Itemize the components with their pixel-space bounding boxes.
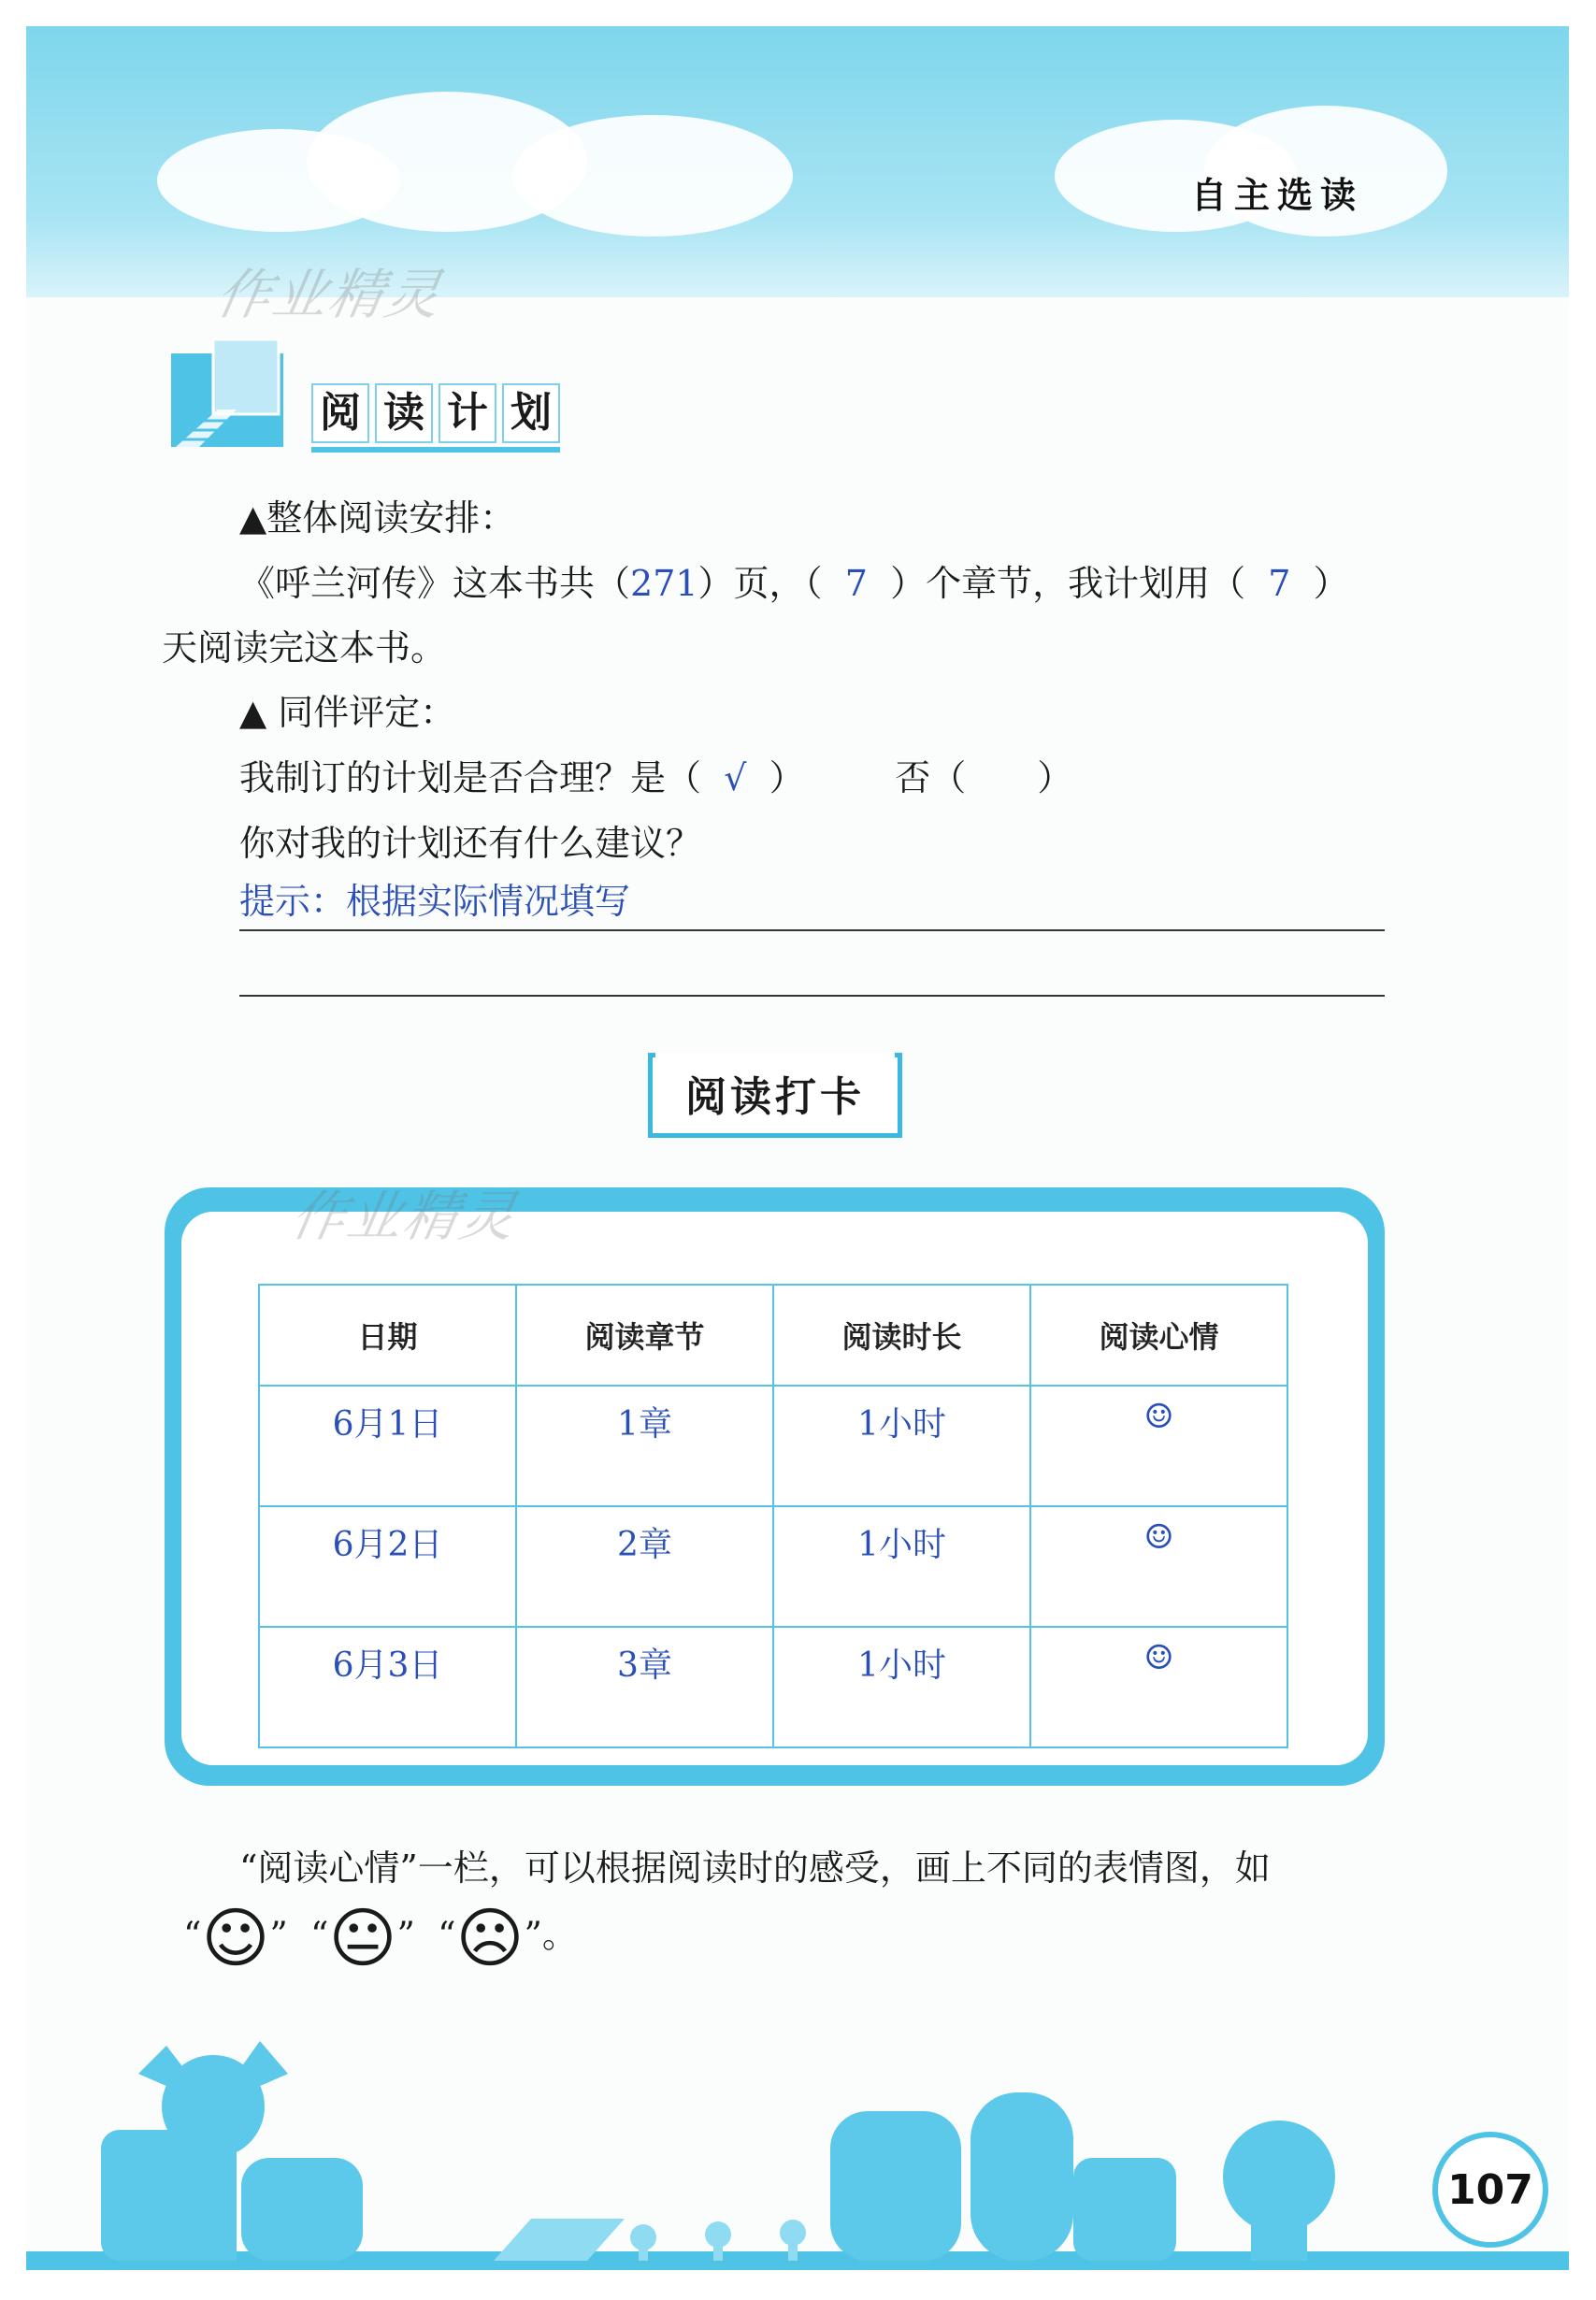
smile-face-icon: ☺: [201, 1900, 270, 1977]
checkin-label: 阅读打卡: [648, 1053, 902, 1138]
header-mood: 阅读心情: [1030, 1285, 1287, 1386]
cell-duration: 1小时: [773, 1506, 1030, 1627]
quote-open: “: [310, 1914, 329, 1956]
question-text: ）: [769, 757, 805, 798]
quote-close: ”: [396, 1914, 415, 1956]
reasonable-question: [239, 757, 1072, 800]
note-line-1: “阅读心情”一栏，可以根据阅读时的感受，画上不同的表情图，如: [239, 1847, 1271, 1889]
quote-open: “: [183, 1914, 202, 1956]
cell-chapter: 1章: [516, 1386, 773, 1506]
plan-text: 《呼兰河传》这本书共（: [239, 563, 631, 604]
overall-heading: ▲整体阅读安排：: [239, 497, 516, 539]
watermark: 作业精灵: [211, 263, 448, 326]
plan-text: ）: [1313, 563, 1349, 604]
note-line-2: [183, 1900, 578, 1977]
quote-close: ”: [269, 1914, 288, 1956]
cell-date: 6月1日: [259, 1386, 516, 1506]
suggest-answer: 提示：根据实际情况填写: [239, 881, 631, 922]
title-char: 读: [375, 383, 433, 443]
pages-answer: 271: [630, 563, 698, 604]
answer-line: [239, 929, 1385, 931]
table-row: [259, 1627, 1287, 1747]
watermark: 作业精灵: [286, 1185, 523, 1248]
title-char: 计: [439, 383, 496, 443]
table-header-row: [259, 1285, 1287, 1386]
cell-date: 6月3日: [259, 1627, 516, 1747]
cell-duration: 1小时: [773, 1627, 1030, 1747]
suggest-question: 你对我的计划还有什么建议？: [239, 823, 702, 864]
cell-date: 6月2日: [259, 1506, 516, 1627]
cell-chapter: 3章: [516, 1627, 773, 1747]
cell-mood: ☺: [1030, 1506, 1287, 1627]
chapters-answer: 7: [844, 563, 868, 604]
quote-close: ”: [524, 1914, 542, 1956]
reading-log-table: [258, 1284, 1288, 1748]
header-date: 日期: [259, 1285, 516, 1386]
page-number: 107: [1432, 2132, 1548, 2248]
header-duration: 阅读时长: [773, 1285, 1030, 1386]
quote-open: “: [438, 1914, 456, 1956]
plan-line-1: [239, 563, 1349, 606]
workbook-page: [26, 26, 1569, 2270]
cell-mood: ☺: [1030, 1386, 1287, 1506]
staircase-icon: [162, 335, 321, 466]
question-text: 我制订的计划是否合理？是（: [239, 757, 702, 798]
yes-check: √: [724, 757, 747, 798]
frown-face-icon: ☹: [455, 1900, 525, 1977]
header-title: 自主选读: [1190, 175, 1363, 216]
table-row: [259, 1386, 1287, 1506]
cell-duration: 1小时: [773, 1386, 1030, 1506]
plan-text: ）个章节，我计划用（: [890, 563, 1246, 604]
footer-decoration: [26, 2018, 1569, 2270]
title-char: 阅: [311, 383, 369, 443]
answer-line: [239, 995, 1385, 997]
header-chapter: 阅读章节: [516, 1285, 773, 1386]
peer-heading: ▲ 同伴评定：: [239, 692, 456, 733]
neutral-face-icon: 😐: [328, 1900, 397, 1977]
days-answer: 7: [1268, 563, 1291, 604]
note-end: 。: [541, 1914, 578, 1956]
title-char: 划: [502, 383, 560, 443]
plan-text: ）页，（: [697, 563, 823, 604]
table-row: [259, 1506, 1287, 1627]
plan-line-2: 天阅读完这本书。: [162, 627, 447, 668]
no-option: 否（ ）: [895, 757, 1073, 798]
cell-mood: ☺: [1030, 1627, 1287, 1747]
cloud: [512, 115, 793, 237]
section-title-reading-plan: [311, 380, 560, 453]
cell-chapter: 2章: [516, 1506, 773, 1627]
